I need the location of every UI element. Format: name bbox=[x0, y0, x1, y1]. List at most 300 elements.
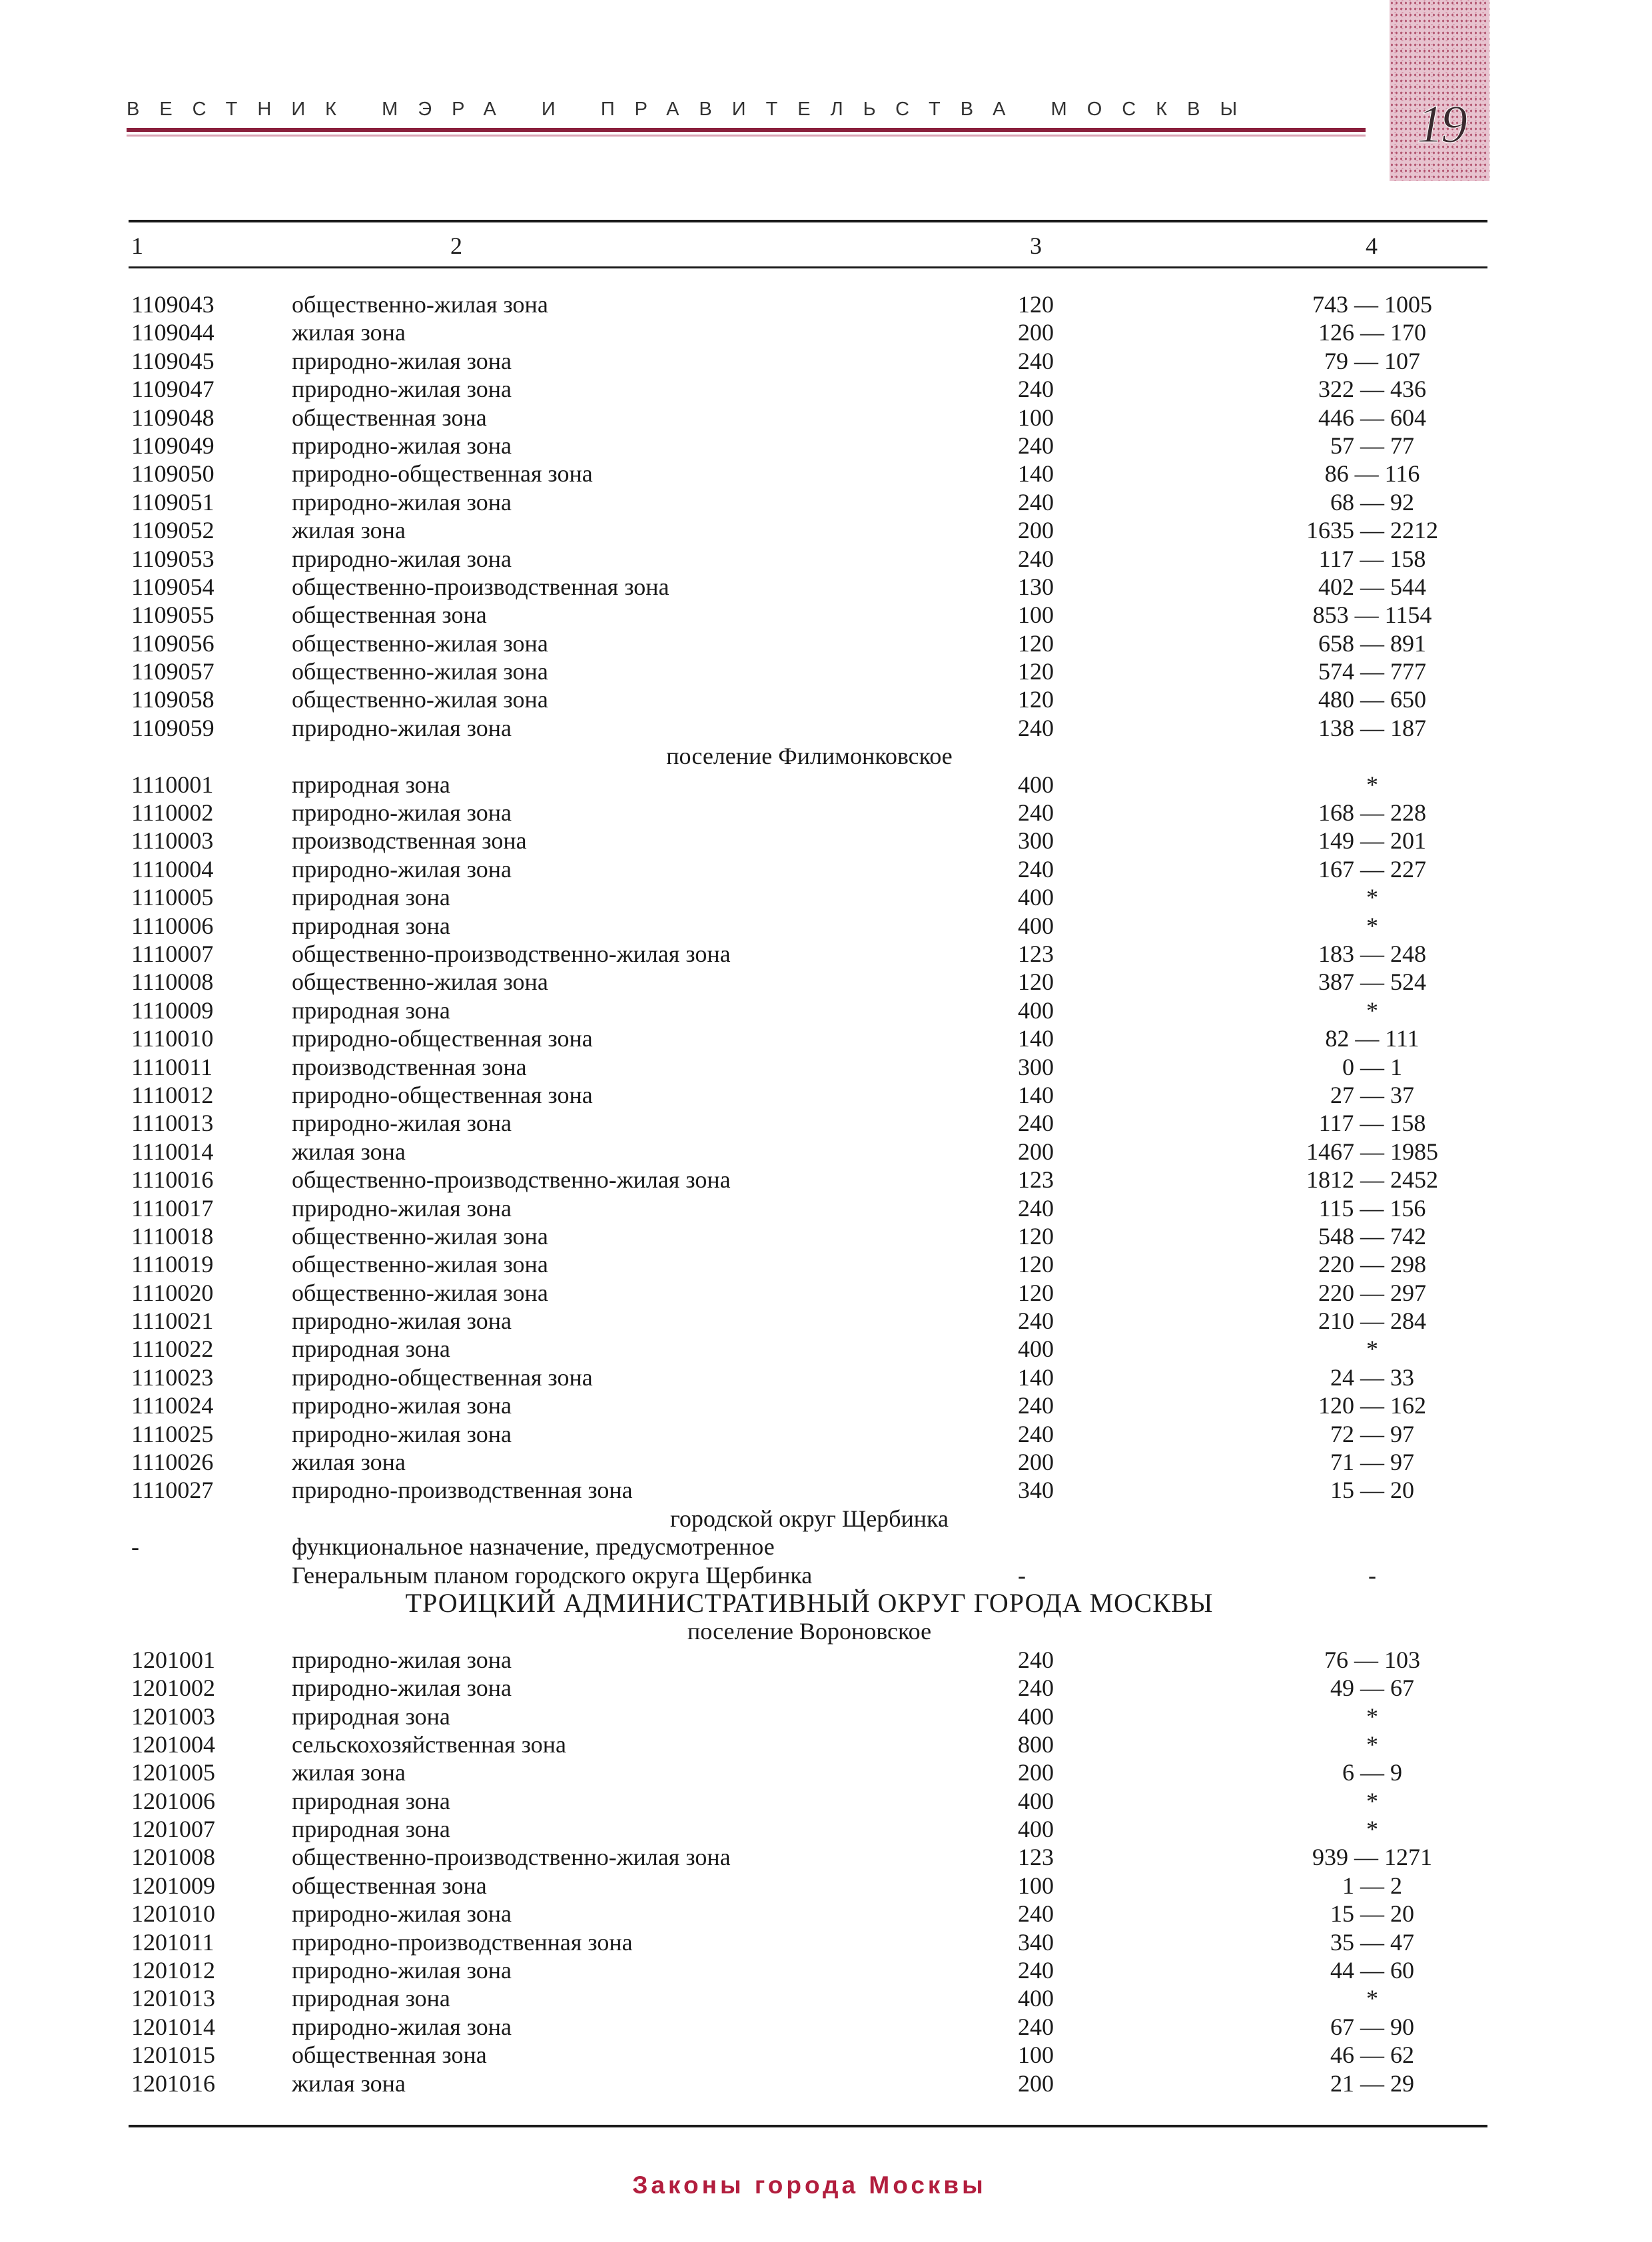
zone-code: 1110025 bbox=[131, 1420, 214, 1447]
zone-code: 1110006 bbox=[131, 912, 214, 939]
section-heading-text: городской округ Щербинка bbox=[670, 1505, 949, 1532]
zone-name: общественная зона bbox=[292, 404, 487, 431]
column-header-3: 3 bbox=[1030, 232, 1042, 259]
zone-name: природно-жилая зона bbox=[292, 855, 512, 883]
coefficient: 120 bbox=[1018, 1279, 1054, 1306]
column-header-2: 2 bbox=[450, 232, 462, 259]
value-range: 480 — 650 bbox=[1318, 686, 1426, 713]
zone-name: природно-жилая зона bbox=[292, 545, 512, 572]
zone-code: 1110012 bbox=[131, 1081, 214, 1108]
zone-name: жилая зона bbox=[292, 1759, 406, 1786]
section-heading bbox=[0, 1617, 1652, 1645]
table-row bbox=[0, 1956, 1652, 1984]
table-header-rule bbox=[129, 266, 1487, 268]
zone-name: общественная зона bbox=[292, 1872, 487, 1899]
value-range: * bbox=[1366, 1335, 1378, 1363]
section-heading bbox=[0, 742, 1652, 770]
table-row bbox=[0, 1081, 1652, 1109]
zone-code: 1110022 bbox=[131, 1335, 214, 1363]
zone-name: жилая зона bbox=[292, 517, 406, 544]
coefficient: 240 bbox=[1018, 347, 1054, 374]
coefficient: 200 bbox=[1018, 1759, 1054, 1786]
coefficient: 240 bbox=[1018, 1392, 1054, 1419]
zone-code: 1201006 bbox=[131, 1787, 215, 1814]
table-row bbox=[0, 1561, 1652, 1589]
zone-code: 1109049 bbox=[131, 432, 214, 459]
value-range: 35 — 47 bbox=[1330, 1928, 1414, 1956]
value-range: * bbox=[1366, 1730, 1378, 1758]
section-heading-text: поселение Вороновское bbox=[687, 1618, 932, 1645]
zone-code: 1110021 bbox=[131, 1308, 214, 1335]
coefficient: 240 bbox=[1018, 855, 1054, 883]
coefficient: 120 bbox=[1018, 968, 1054, 996]
coefficient: 123 bbox=[1018, 940, 1054, 967]
value-range: 24 — 33 bbox=[1330, 1363, 1414, 1391]
coefficient: 120 bbox=[1018, 291, 1054, 318]
zone-code: 1109055 bbox=[131, 601, 214, 629]
zone-name: природная зона bbox=[292, 912, 450, 939]
value-range: 167 — 227 bbox=[1318, 855, 1426, 883]
value-range: 1467 — 1985 bbox=[1306, 1138, 1438, 1165]
table-row bbox=[0, 629, 1652, 657]
table-row bbox=[0, 1420, 1652, 1448]
journal-title: ВЕСТНИК МЭРА И ПРАВИТЕЛЬСТВА МОСКВЫ bbox=[127, 99, 1258, 120]
zone-code: 1109051 bbox=[131, 488, 214, 516]
zone-name: природно-жилая зона bbox=[292, 1957, 512, 1984]
table-row bbox=[0, 1646, 1652, 1674]
coefficient: 400 bbox=[1018, 996, 1054, 1024]
value-range: 49 — 67 bbox=[1330, 1675, 1414, 1702]
coefficient: 340 bbox=[1018, 1477, 1054, 1504]
table-row bbox=[0, 1250, 1652, 1278]
coefficient: 240 bbox=[1018, 1900, 1054, 1928]
zone-code: 1201016 bbox=[131, 2069, 215, 2097]
value-range: 67 — 90 bbox=[1330, 2013, 1414, 2040]
zone-code: 1110014 bbox=[131, 1138, 214, 1165]
coefficient: 240 bbox=[1018, 1420, 1054, 1447]
coefficient: 400 bbox=[1018, 912, 1054, 939]
zone-code: 1109053 bbox=[131, 545, 214, 572]
value-range: 115 — 156 bbox=[1318, 1194, 1426, 1222]
zone-code: 1201002 bbox=[131, 1675, 215, 1702]
zone-name: природная зона bbox=[292, 1816, 450, 1843]
table-top-rule bbox=[129, 220, 1487, 222]
table-row bbox=[0, 516, 1652, 544]
table-bottom-rule bbox=[129, 2125, 1487, 2127]
zone-name: природно-жилая зона bbox=[292, 1392, 512, 1419]
zone-name: природно-жилая зона bbox=[292, 2013, 512, 2040]
column-header-4: 4 bbox=[1366, 232, 1378, 259]
zone-code: 1110019 bbox=[131, 1251, 214, 1278]
zone-code: 1201008 bbox=[131, 1844, 215, 1871]
table-row bbox=[0, 799, 1652, 827]
value-range: 853 — 1154 bbox=[1312, 601, 1432, 629]
zone-code: 1109050 bbox=[131, 460, 214, 488]
coefficient: 200 bbox=[1018, 319, 1054, 346]
zone-name: природно-производственная зона bbox=[292, 1477, 633, 1504]
coefficient: 240 bbox=[1018, 1957, 1054, 1984]
coefficient: 400 bbox=[1018, 1985, 1054, 2012]
zone-name: Генеральным планом городского округа Щербинка bbox=[292, 1561, 813, 1589]
table-row bbox=[0, 1900, 1652, 1928]
value-range: 387 — 524 bbox=[1318, 968, 1426, 996]
table-row bbox=[0, 1448, 1652, 1476]
value-range: 44 — 60 bbox=[1330, 1957, 1414, 1984]
value-range: 117 — 158 bbox=[1318, 545, 1426, 572]
zone-name: природная зона bbox=[292, 996, 450, 1024]
coefficient: 120 bbox=[1018, 1251, 1054, 1278]
value-range: 1 — 2 bbox=[1342, 1872, 1402, 1899]
value-range: * bbox=[1366, 771, 1378, 798]
table-row bbox=[0, 1138, 1652, 1166]
zone-code: 1109052 bbox=[131, 517, 214, 544]
zone-name: природно-общественная зона bbox=[292, 1025, 593, 1052]
zone-name: производственная зона bbox=[292, 827, 527, 855]
zone-code: 1109057 bbox=[131, 658, 214, 685]
zone-code: 1110026 bbox=[131, 1449, 214, 1476]
table-row bbox=[0, 1702, 1652, 1730]
value-range: 57 — 77 bbox=[1330, 432, 1414, 459]
coefficient: 240 bbox=[1018, 2013, 1054, 2040]
value-range: 76 — 103 bbox=[1324, 1646, 1420, 1673]
coefficient: 200 bbox=[1018, 517, 1054, 544]
coefficient: 240 bbox=[1018, 376, 1054, 403]
value-range: * bbox=[1366, 996, 1378, 1024]
zone-name: природно-жилая зона bbox=[292, 432, 512, 459]
table-row bbox=[0, 1674, 1652, 1702]
column-header-1: 1 bbox=[131, 232, 143, 259]
table-row bbox=[0, 1872, 1652, 1900]
zone-name: функциональное назначение, предусмотренное bbox=[292, 1533, 775, 1561]
zone-name: природная зона bbox=[292, 1335, 450, 1363]
value-range: 79 — 107 bbox=[1324, 347, 1420, 374]
table-row bbox=[0, 1279, 1652, 1307]
value-range: 138 — 187 bbox=[1318, 714, 1426, 741]
table-row bbox=[0, 573, 1652, 601]
coefficient: 400 bbox=[1018, 1335, 1054, 1363]
zone-name: природно-общественная зона bbox=[292, 460, 593, 488]
zone-name: общественно-производственно-жилая зона bbox=[292, 940, 731, 967]
zone-code: 1110010 bbox=[131, 1025, 214, 1052]
zone-name: природная зона bbox=[292, 884, 450, 911]
zone-code: 1109058 bbox=[131, 686, 214, 713]
value-range: 548 — 742 bbox=[1318, 1222, 1426, 1250]
zone-code: 1109045 bbox=[131, 347, 214, 374]
coefficient: 240 bbox=[1018, 714, 1054, 741]
value-range: * bbox=[1366, 1702, 1378, 1730]
coefficient: 140 bbox=[1018, 1025, 1054, 1052]
zone-code: 1109054 bbox=[131, 573, 214, 600]
value-range: - bbox=[1368, 1561, 1376, 1589]
coefficient: 300 bbox=[1018, 827, 1054, 855]
value-range: * bbox=[1366, 884, 1378, 911]
table-row bbox=[0, 2013, 1652, 2041]
table-row bbox=[0, 771, 1652, 799]
zone-name: природно-жилая зона bbox=[292, 488, 512, 516]
value-range: 0 — 1 bbox=[1342, 1053, 1402, 1080]
coefficient: 240 bbox=[1018, 1646, 1054, 1673]
page-number: 19 bbox=[1417, 95, 1465, 154]
value-range: 86 — 116 bbox=[1324, 460, 1420, 488]
value-range: * bbox=[1366, 1787, 1378, 1814]
table-row bbox=[0, 375, 1652, 403]
coefficient: 400 bbox=[1018, 884, 1054, 911]
zone-name: природно-жилая зона bbox=[292, 714, 512, 741]
zone-code: 1110004 bbox=[131, 855, 214, 883]
zone-code: 1201012 bbox=[131, 1957, 215, 1984]
zone-name: природно-общественная зона bbox=[292, 1081, 593, 1108]
coefficient: 400 bbox=[1018, 1787, 1054, 1814]
coefficient: 140 bbox=[1018, 1363, 1054, 1391]
coefficient: 123 bbox=[1018, 1166, 1054, 1194]
header-rule bbox=[127, 128, 1366, 132]
table-row bbox=[0, 1222, 1652, 1250]
zone-name: общественно-жилая зона bbox=[292, 1251, 548, 1278]
table-row bbox=[0, 714, 1652, 742]
table-row bbox=[0, 318, 1652, 346]
table-row bbox=[0, 968, 1652, 996]
zone-code: 1110008 bbox=[131, 968, 214, 996]
table-row bbox=[0, 290, 1652, 318]
value-range: 743 — 1005 bbox=[1312, 291, 1432, 318]
value-range: 120 — 162 bbox=[1318, 1392, 1426, 1419]
coefficient: 240 bbox=[1018, 1308, 1054, 1335]
zone-code: 1110002 bbox=[131, 799, 214, 827]
value-range: 1635 — 2212 bbox=[1306, 517, 1438, 544]
zone-name: жилая зона bbox=[292, 1449, 406, 1476]
zone-name: природная зона bbox=[292, 1787, 450, 1814]
zone-name: природно-жилая зона bbox=[292, 376, 512, 403]
value-range: 72 — 97 bbox=[1330, 1420, 1414, 1447]
coefficient: 120 bbox=[1018, 658, 1054, 685]
value-range: 68 — 92 bbox=[1330, 488, 1414, 516]
zone-code: 1201013 bbox=[131, 1985, 215, 2012]
coefficient: 130 bbox=[1018, 573, 1054, 600]
district-heading-text: ТРОИЦКИЙ АДМИНИСТРАТИВНЫЙ ОКРУГ ГОРОДА МОСКВЫ bbox=[405, 1587, 1214, 1618]
table-row bbox=[0, 657, 1652, 685]
zone-code: 1110003 bbox=[131, 827, 214, 855]
footer-section-title: Законы города Москвы bbox=[632, 2171, 987, 2199]
zone-name: сельскохозяйственная зона bbox=[292, 1730, 566, 1758]
table-row bbox=[0, 1758, 1652, 1786]
section-heading-text: поселение Филимонковское bbox=[666, 743, 953, 770]
table-row bbox=[0, 2069, 1652, 2097]
value-range: 220 — 298 bbox=[1318, 1251, 1426, 1278]
value-range: 27 — 37 bbox=[1330, 1081, 1414, 1108]
value-range: 21 — 29 bbox=[1330, 2069, 1414, 2097]
coefficient: 200 bbox=[1018, 1449, 1054, 1476]
zone-name: общественно-жилая зона bbox=[292, 686, 548, 713]
coefficient: 400 bbox=[1018, 1702, 1054, 1730]
zone-name: общественно-жилая зона bbox=[292, 658, 548, 685]
coefficient: 240 bbox=[1018, 432, 1054, 459]
zone-name: природно-жилая зона bbox=[292, 1420, 512, 1447]
zone-name: жилая зона bbox=[292, 1138, 406, 1165]
coefficient: 100 bbox=[1018, 404, 1054, 431]
coefficient: 200 bbox=[1018, 2069, 1054, 2097]
zone-code: 1110018 bbox=[131, 1222, 214, 1250]
zone-code: 1110020 bbox=[131, 1279, 214, 1306]
zone-code: 1110011 bbox=[131, 1053, 212, 1080]
table-row bbox=[0, 347, 1652, 375]
zone-name: природная зона bbox=[292, 771, 450, 798]
zone-code: 1110001 bbox=[131, 771, 214, 798]
value-range: 658 — 891 bbox=[1318, 629, 1426, 657]
table-row bbox=[0, 460, 1652, 488]
zone-name: природная зона bbox=[292, 1702, 450, 1730]
table-row bbox=[0, 404, 1652, 432]
table-row bbox=[0, 1815, 1652, 1843]
coefficient: 240 bbox=[1018, 545, 1054, 572]
coefficient: 240 bbox=[1018, 1675, 1054, 1702]
coefficient: - bbox=[1018, 1561, 1026, 1589]
zone-code: - bbox=[131, 1533, 139, 1561]
table-row bbox=[0, 1053, 1652, 1081]
coefficient: 240 bbox=[1018, 799, 1054, 827]
coefficient: 120 bbox=[1018, 1222, 1054, 1250]
table-row bbox=[0, 940, 1652, 968]
zone-name: общественно-жилая зона bbox=[292, 629, 548, 657]
zone-name: природно-жилая зона bbox=[292, 1646, 512, 1673]
table-row bbox=[0, 2041, 1652, 2069]
table-row bbox=[0, 685, 1652, 713]
zone-name: жилая зона bbox=[292, 2069, 406, 2097]
value-range: * bbox=[1366, 1985, 1378, 2012]
value-range: 210 — 284 bbox=[1318, 1308, 1426, 1335]
table-row bbox=[0, 1787, 1652, 1815]
zone-name: общественно-производственно-жилая зона bbox=[292, 1844, 731, 1871]
zone-name: общественно-производственная зона bbox=[292, 573, 669, 600]
zone-code: 1201005 bbox=[131, 1759, 215, 1786]
table-row bbox=[0, 1307, 1652, 1335]
value-range: * bbox=[1366, 912, 1378, 939]
zone-name: природно-жилая зона bbox=[292, 1194, 512, 1222]
zone-code: 1109056 bbox=[131, 629, 214, 657]
zone-code: 1110013 bbox=[131, 1110, 214, 1137]
table-body bbox=[0, 290, 1652, 2097]
table-row bbox=[0, 827, 1652, 855]
section-heading bbox=[0, 1505, 1652, 1533]
table-row bbox=[0, 1984, 1652, 2012]
zone-code: 1201009 bbox=[131, 1872, 215, 1899]
zone-name: природно-жилая зона bbox=[292, 1900, 512, 1928]
zone-name: природная зона bbox=[292, 1985, 450, 2012]
coefficient: 240 bbox=[1018, 488, 1054, 516]
coefficient: 400 bbox=[1018, 771, 1054, 798]
table-row bbox=[0, 996, 1652, 1024]
table-row bbox=[0, 1194, 1652, 1222]
zone-name: природно-жилая зона bbox=[292, 1308, 512, 1335]
zone-name: общественно-жилая зона bbox=[292, 968, 548, 996]
coefficient: 200 bbox=[1018, 1138, 1054, 1165]
value-range: 46 — 62 bbox=[1330, 2042, 1414, 2069]
table-row bbox=[0, 1476, 1652, 1504]
value-range: 82 — 111 bbox=[1325, 1025, 1420, 1052]
table-row bbox=[0, 1928, 1652, 1956]
zone-code: 1201014 bbox=[131, 2013, 215, 2040]
coefficient: 240 bbox=[1018, 1194, 1054, 1222]
zone-name: природно-общественная зона bbox=[292, 1363, 593, 1391]
table-row bbox=[0, 1109, 1652, 1137]
table-row bbox=[0, 1335, 1652, 1363]
zone-name: общественно-жилая зона bbox=[292, 1279, 548, 1306]
table-row bbox=[0, 488, 1652, 516]
coefficient: 100 bbox=[1018, 2042, 1054, 2069]
table-row bbox=[0, 1391, 1652, 1419]
coefficient: 100 bbox=[1018, 601, 1054, 629]
value-range: 6 — 9 bbox=[1342, 1759, 1402, 1786]
table-row bbox=[0, 1533, 1652, 1561]
value-range: * bbox=[1366, 1816, 1378, 1843]
table-row bbox=[0, 1166, 1652, 1194]
table-row bbox=[0, 545, 1652, 573]
zone-code: 1201001 bbox=[131, 1646, 215, 1673]
coefficient: 120 bbox=[1018, 629, 1054, 657]
zone-code: 1201003 bbox=[131, 1702, 215, 1730]
zone-code: 1109043 bbox=[131, 291, 214, 318]
zone-code: 1201004 bbox=[131, 1730, 215, 1758]
zone-name: общественная зона bbox=[292, 601, 487, 629]
zone-name: природно-жилая зона bbox=[292, 347, 512, 374]
value-range: 446 — 604 bbox=[1318, 404, 1426, 431]
zone-code: 1109059 bbox=[131, 714, 214, 741]
coefficient: 140 bbox=[1018, 1081, 1054, 1108]
zone-code: 1110024 bbox=[131, 1392, 214, 1419]
value-range: 322 — 436 bbox=[1318, 376, 1426, 403]
value-range: 939 — 1271 bbox=[1312, 1844, 1432, 1871]
zone-name: общественная зона bbox=[292, 2042, 487, 2069]
value-range: 402 — 544 bbox=[1318, 573, 1426, 600]
coefficient: 800 bbox=[1018, 1730, 1054, 1758]
value-range: 126 — 170 bbox=[1318, 319, 1426, 346]
coefficient: 140 bbox=[1018, 460, 1054, 488]
zone-code: 1201011 bbox=[131, 1928, 214, 1956]
zone-name: общественно-производственно-жилая зона bbox=[292, 1166, 731, 1194]
value-range: 1812 — 2452 bbox=[1306, 1166, 1438, 1194]
zone-code: 1110027 bbox=[131, 1477, 214, 1504]
coefficient: 300 bbox=[1018, 1053, 1054, 1080]
coefficient: 123 bbox=[1018, 1844, 1054, 1871]
coefficient: 240 bbox=[1018, 1110, 1054, 1137]
value-range: 183 — 248 bbox=[1318, 940, 1426, 967]
value-range: 117 — 158 bbox=[1318, 1110, 1426, 1137]
zone-code: 1110016 bbox=[131, 1166, 214, 1194]
coefficient: 340 bbox=[1018, 1928, 1054, 1956]
zone-code: 1110017 bbox=[131, 1194, 214, 1222]
zone-name: общественно-жилая зона bbox=[292, 291, 548, 318]
table-row bbox=[0, 1024, 1652, 1052]
zone-code: 1109044 bbox=[131, 319, 214, 346]
table-row bbox=[0, 855, 1652, 883]
header-rule-light bbox=[127, 135, 1366, 137]
table-row bbox=[0, 601, 1652, 629]
zone-code: 1201015 bbox=[131, 2042, 215, 2069]
zone-code: 1110009 bbox=[131, 996, 214, 1024]
zone-code: 1110007 bbox=[131, 940, 214, 967]
zone-code: 1109047 bbox=[131, 376, 214, 403]
zone-code: 1109048 bbox=[131, 404, 214, 431]
table-row bbox=[0, 883, 1652, 911]
table-row bbox=[0, 1843, 1652, 1871]
zone-name: природно-жилая зона bbox=[292, 1675, 512, 1702]
zone-code: 1110005 bbox=[131, 884, 214, 911]
table-row bbox=[0, 432, 1652, 460]
coefficient: 120 bbox=[1018, 686, 1054, 713]
zone-name: общественно-жилая зона bbox=[292, 1222, 548, 1250]
zone-name: природно-жилая зона bbox=[292, 1110, 512, 1137]
value-range: 574 — 777 bbox=[1318, 658, 1426, 685]
table-row bbox=[0, 1363, 1652, 1391]
